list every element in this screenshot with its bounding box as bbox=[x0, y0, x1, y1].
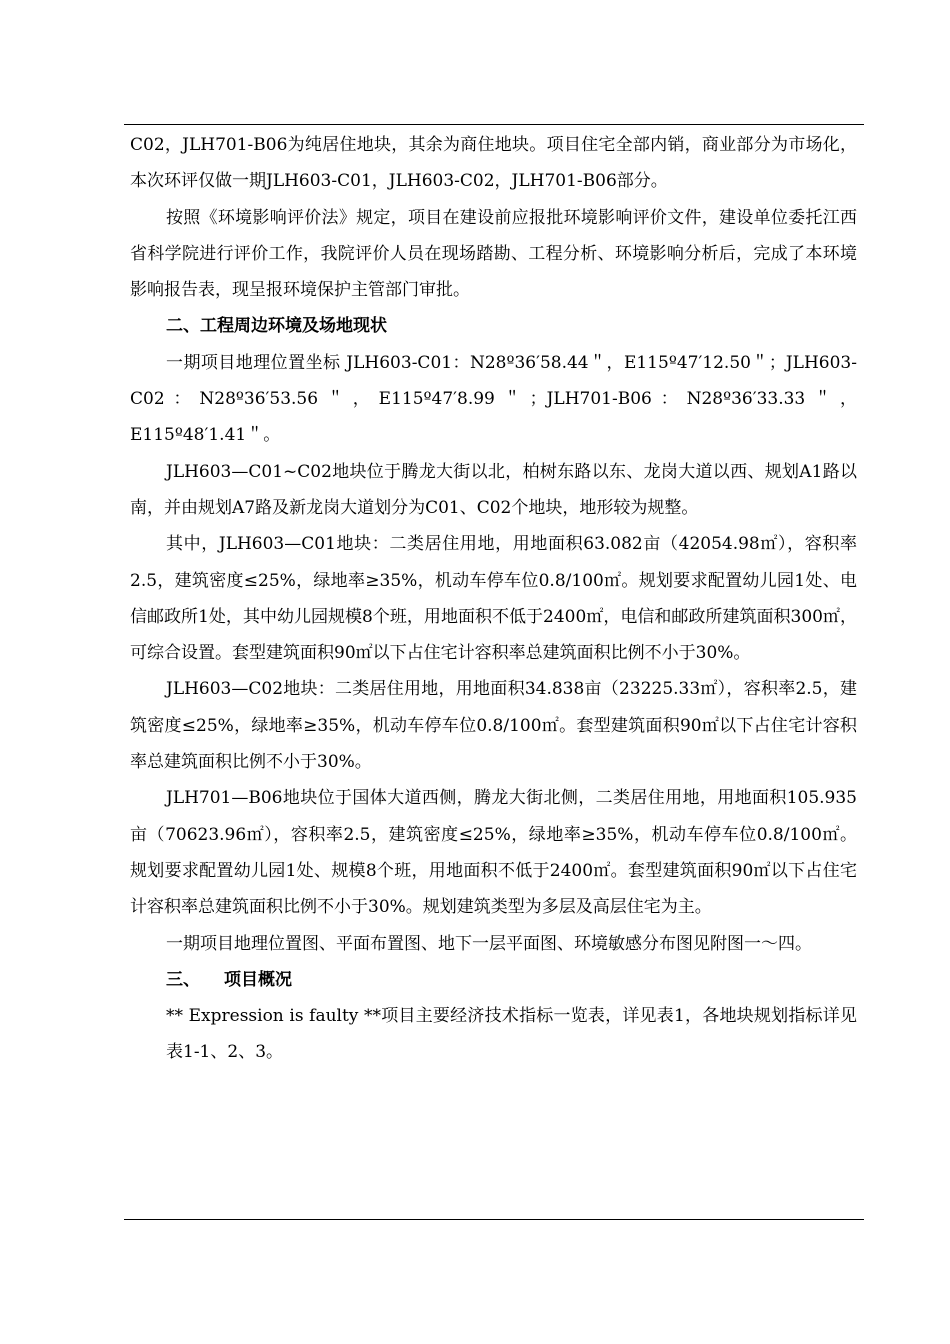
paragraph-c01-c02-location: JLH603—C01~C02地块位于腾龙大街以北，柏树东路以东、龙岗大道以西、规划A1路以南，并由规划A7路及新龙岗大道划分为C01、C02个地块，地形较为规整。 bbox=[130, 461, 857, 518]
section-title: 项目概况 bbox=[224, 969, 292, 990]
document-body bbox=[130, 127, 857, 1071]
section-number: 三、 bbox=[166, 969, 200, 990]
paragraph-eia-law: 按照《环境影响评价法》规定，项目在建设前应报批环境影响评价文件，建设单位委托江西省科学院进行评价工作，我院评价人员在现场踏勘、工程分析、环境影响分析后，完成了本环境影响报告表，现呈报环境保护主管部门审批。 bbox=[130, 207, 857, 301]
section-heading-environment: 二、工程周边环境及场地现状 bbox=[166, 316, 387, 337]
paragraph-indicator-tables: ** Expression is faulty **项目主要经济技术指标一览表，详见表1，各地块规划指标详见表1-1、2、3。 bbox=[166, 1006, 857, 1063]
paragraph-b06-parcel: JLH701—B06地块位于国体大道西侧，腾龙大街北侧，二类居住用地，用地面积105.935亩（70623.96㎡），容积率2.5，建筑密度≤25%，绿地率≥35%，机动车停车位0.8/100㎡。规划要求配置幼儿园1处、规模8个班，用地面积不低于2400㎡。套型建筑面积90㎡以下占住宅计容积率总建筑面积比例不小于30%。规划建筑类型为多层及高层住宅为主。 bbox=[130, 788, 857, 918]
paragraph-project-scope: C02，JLH701-B06为纯居住地块，其余为商住地块。项目住宅全部内销，商业部分为市场化，本次环评仅做一期JLH603-C01，JLH603-C02，JLH701-B06部分。 bbox=[130, 135, 857, 192]
paragraph-c01-parcel: 其中，JLH603—C01地块：二类居住用地，用地面积63.082亩（42054.98㎡），容积率2.5，建筑密度≤25%，绿地率≥35%，机动车停车位0.8/100㎡。规划要求配置幼儿园1处、电信邮政所1处，其中幼儿园规模8个班，用地面积不低于2400㎡，电信和邮政所建筑面积300㎡，可综合设置。套型建筑面积90㎡以下占住宅计容积率总建筑面积比例不小于30%。 bbox=[130, 534, 857, 664]
paragraph-coordinates: 一期项目地理位置坐标 JLH603-C01：N28º36′58.44＂，E115º47′12.50＂；JLH603-C02：N28º36′53.56＂，E115º47′8.99＂；JLH701-B06：N28º36′33.33＂，E115º48′1.41＂。 bbox=[130, 352, 857, 446]
paragraph-c02-parcel: JLH603—C02地块：二类居住用地，用地面积34.838亩（23225.33㎡），容积率2.5，建筑密度≤25%，绿地率≥35%，机动车停车位0.8/100㎡。套型建筑面积90㎡以下占住宅计容积率总建筑面积比例不小于30%。 bbox=[130, 679, 857, 773]
header-rule bbox=[124, 124, 864, 125]
paragraph-attached-figures: 一期项目地理位置图、平面布置图、地下一层平面图、环境敏感分布图见附图一～四。 bbox=[166, 933, 812, 954]
footer-rule bbox=[124, 1219, 864, 1220]
section-heading-overview bbox=[130, 962, 857, 998]
